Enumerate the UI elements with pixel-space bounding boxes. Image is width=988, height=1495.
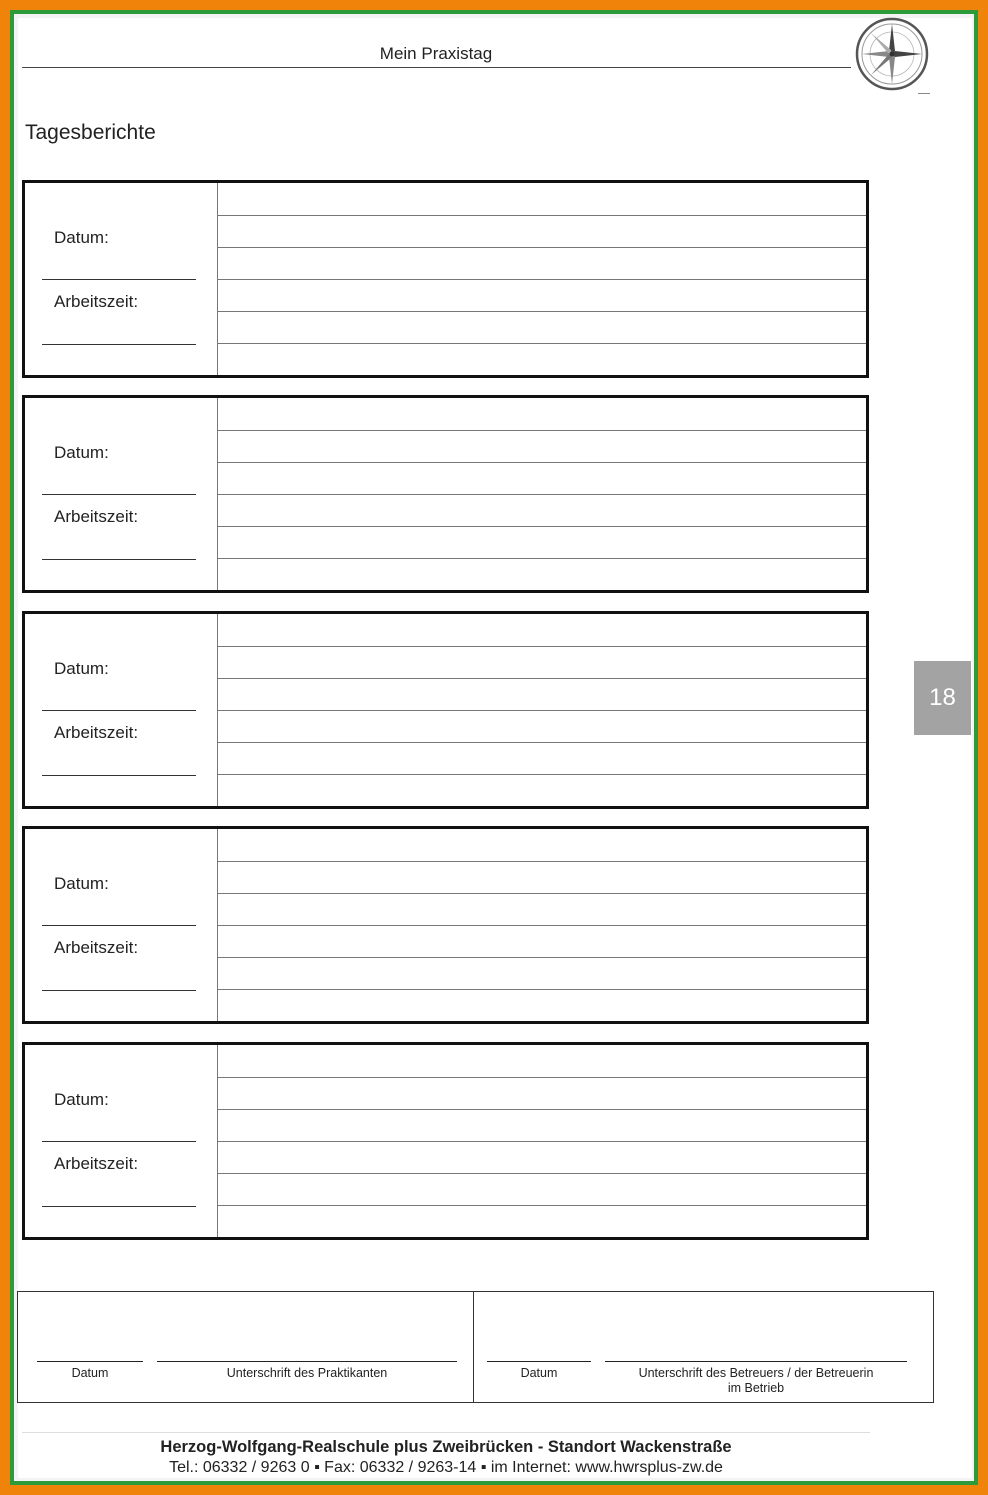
write-line[interactable] [218, 279, 866, 280]
supervisor-date-field[interactable] [487, 1361, 591, 1362]
report-meta-column [25, 398, 218, 590]
date-label: Datum: [54, 443, 109, 462]
supervisor-signature-field[interactable] [605, 1361, 907, 1362]
work-time-field[interactable] [42, 775, 196, 776]
page-heading: Tagesberichte [25, 121, 156, 144]
write-line[interactable] [218, 1077, 866, 1078]
write-line[interactable] [218, 893, 866, 894]
logo-mark [918, 93, 930, 94]
write-line[interactable] [218, 1205, 866, 1206]
signature-box [17, 1291, 934, 1403]
date-label: Datum: [54, 659, 109, 678]
write-line[interactable] [218, 710, 866, 711]
write-line[interactable] [218, 247, 866, 248]
report-box [22, 1042, 869, 1240]
report-meta-column [25, 183, 218, 375]
work-time-field[interactable] [42, 990, 196, 991]
date-label: Datum: [54, 874, 109, 893]
write-line[interactable] [218, 343, 866, 344]
compass-rose-icon [854, 16, 930, 92]
date-field[interactable] [42, 279, 196, 280]
report-box [22, 395, 869, 593]
report-meta-column [25, 829, 218, 1021]
report-box [22, 180, 869, 378]
intern-date-caption: Datum [71, 1366, 109, 1380]
report-box [22, 826, 869, 1024]
write-line[interactable] [218, 646, 866, 647]
write-line[interactable] [218, 861, 866, 862]
date-field[interactable] [42, 710, 196, 711]
work-time-label: Arbeitszeit: [54, 292, 139, 311]
date-label: Datum: [54, 228, 109, 247]
work-time-field[interactable] [42, 344, 196, 345]
intern-signature-caption: Unterschrift des Praktikanten [226, 1366, 388, 1380]
report-box [22, 611, 869, 809]
write-line[interactable] [218, 462, 866, 463]
write-line[interactable] [218, 430, 866, 431]
page-number-tab: 18 [914, 661, 971, 735]
date-field[interactable] [42, 925, 196, 926]
report-meta-column [25, 614, 218, 806]
write-line[interactable] [218, 678, 866, 679]
work-time-label: Arbeitszeit: [54, 1154, 139, 1173]
supervisor-caption-line1: Unterschrift des Betreuers / der Betreuerin [638, 1366, 874, 1380]
write-line[interactable] [218, 215, 866, 216]
work-time-label: Arbeitszeit: [54, 507, 139, 526]
work-time-field[interactable] [42, 1206, 196, 1207]
work-time-field[interactable] [42, 559, 196, 560]
intern-signature-field[interactable] [157, 1361, 457, 1362]
header-rule [22, 67, 851, 68]
write-line[interactable] [218, 1109, 866, 1110]
supervisor-caption-line2: im Betrieb [727, 1381, 785, 1395]
report-meta-column [25, 1045, 218, 1237]
footer-contact: Tel.: 06332 / 9263 0 ▪ Fax: 06332 / 9263-14 ▪ im Internet: www.hwrsplus-zw.de [169, 1459, 723, 1476]
work-time-label: Arbeitszeit: [54, 723, 139, 742]
date-field[interactable] [42, 494, 196, 495]
write-line[interactable] [218, 989, 866, 990]
write-line[interactable] [218, 558, 866, 559]
work-time-label: Arbeitszeit: [54, 938, 139, 957]
write-line[interactable] [218, 957, 866, 958]
supervisor-date-caption: Datum [520, 1366, 558, 1380]
date-label: Datum: [54, 1090, 109, 1109]
write-line[interactable] [218, 774, 866, 775]
write-line[interactable] [218, 742, 866, 743]
footer-school-name: Herzog-Wolfgang-Realschule plus Zweibrücken - Standort Wackenstraße [160, 1438, 732, 1456]
footer-rule [22, 1432, 870, 1433]
signature-divider [473, 1292, 474, 1402]
write-line[interactable] [218, 311, 866, 312]
write-line[interactable] [218, 925, 866, 926]
write-line[interactable] [218, 1173, 866, 1174]
write-line[interactable] [218, 526, 866, 527]
date-field[interactable] [42, 1141, 196, 1142]
write-line[interactable] [218, 1141, 866, 1142]
intern-date-field[interactable] [37, 1361, 143, 1362]
write-line[interactable] [218, 494, 866, 495]
page-header-title: Mein Praxistag [379, 44, 493, 63]
supervisor-signature-caption [605, 1366, 907, 1396]
